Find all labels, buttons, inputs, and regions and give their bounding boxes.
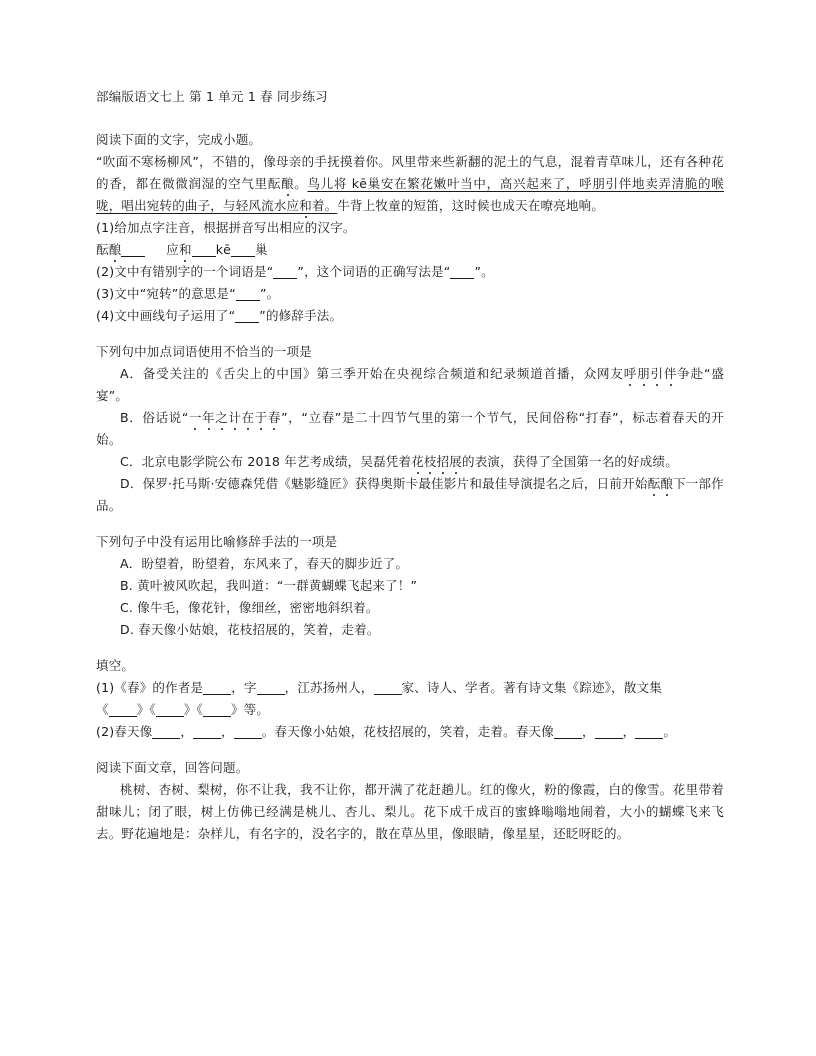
question-1-sub-1: (1)给加点字注音，根据拼音写出相应的汉字。	[96, 220, 356, 235]
question-3-option-c: C. 像牛毛，像花针，像细丝，密密地斜织着。	[120, 600, 379, 615]
answer-blank[interactable]	[273, 264, 297, 279]
answer-blank[interactable]	[203, 680, 231, 695]
question-1	[96, 129, 724, 327]
answer-blank[interactable]	[192, 242, 216, 257]
dotted-char: 在	[241, 410, 255, 425]
answer-blank[interactable]	[595, 724, 623, 739]
question-5	[96, 757, 724, 845]
dotted-char: 年	[202, 410, 216, 425]
answer-blank[interactable]	[635, 724, 663, 739]
answer-blank[interactable]	[554, 724, 582, 739]
dotted-char: 花	[411, 454, 424, 469]
dotted-char: 和	[299, 198, 312, 213]
answer-blank[interactable]	[121, 242, 145, 257]
question-1-intro: 阅读下面的文字，完成小题。	[96, 132, 262, 147]
question-3-stem: 下列句子中没有运用比喻修辞手法的一项是	[96, 534, 338, 549]
question-1-sub-2: (2)文中有错别字的一个词语是“ ”，这个词语的正确写法是“ ”。	[96, 264, 494, 279]
dotted-char: 春	[267, 410, 282, 425]
dotted-char: 引	[650, 366, 664, 381]
question-2	[96, 341, 724, 517]
question-4-sub-1: (1)《春》的作者是 ，字 ，江苏扬州人， 家、诗人、学者。著有诗文集《踪迹》，散文集	[96, 680, 662, 695]
question-1-sub-1-blanks: 酝酿 应和 kē 巢	[96, 242, 268, 257]
dotted-char: 酿	[660, 476, 674, 491]
question-2-option-d: D．保罗·托马斯·安德森凭借《魅影缝匠》获得奥斯卡最佳影片和最佳导演提名之后，日前开始酝酿下一部作品。	[96, 476, 724, 513]
question-2-option-a: A．备受关注的《舌尖上的中国》第三季开始在央视综合频道和纪录频道首播，众网友呼朋引伴争赴“盛宴”。	[96, 366, 725, 403]
dotted-char: 枝	[423, 454, 437, 469]
question-4-sub-2: (2)春天像 ， ， 。春天像小姑娘，花枝招展的，笑着，走着。春天像 ， ， 。	[96, 724, 677, 739]
answer-blank[interactable]	[152, 724, 180, 739]
question-1-sub-4: (4)文中画线句子运用了“ ”的修辞手法。	[96, 308, 343, 323]
dotted-char: 于	[254, 410, 268, 425]
question-2-option-c: C．北京电影学院公布 2018 年艺考成绩，吴磊凭着花枝招展的表演，获得了全国第一名的好成绩。	[120, 454, 678, 469]
dotted-char: 酝	[647, 476, 661, 491]
question-3	[96, 531, 724, 641]
question-3-option-a: A．盼望着，盼望着，东风来了，春天的脚步近了。	[120, 556, 409, 571]
worksheet-page	[96, 86, 724, 845]
answer-blank[interactable]	[450, 264, 474, 279]
question-4-stem: 填空。	[96, 658, 135, 673]
dotted-char: 招	[436, 454, 450, 469]
dotted-char: 之	[215, 410, 229, 425]
answer-blank[interactable]	[156, 702, 184, 717]
dotted-char: 伴	[663, 366, 678, 381]
question-5-stem: 阅读下面文章，回答问题。	[96, 760, 249, 775]
dotted-char: 一	[188, 410, 203, 425]
question-2-stem: 下列句中加点词语使用不恰当的一项是	[96, 344, 312, 359]
answer-blank[interactable]	[257, 680, 285, 695]
answer-blank[interactable]	[235, 308, 259, 323]
answer-blank[interactable]	[203, 702, 231, 717]
dotted-char: 朋	[637, 366, 651, 381]
answer-blank[interactable]	[236, 286, 260, 301]
question-4-sub-1-cont: 《 》《 》《 》等。	[96, 702, 270, 717]
answer-blank[interactable]	[234, 724, 262, 739]
dotted-char: 呼	[623, 366, 638, 381]
question-2-option-b: B．俗话说“一年之计在于春”，“立春”是二十四节气里的第一个节气，民间俗称“打春”，标志着春天的开始。	[96, 410, 724, 447]
question-1-sub-3: (3)文中“宛转”的意思是“ ”。	[96, 286, 280, 301]
dotted-word	[189, 410, 282, 425]
dotted-char: 酿	[281, 176, 295, 191]
answer-blank[interactable]	[109, 702, 137, 717]
answer-blank[interactable]	[231, 242, 255, 257]
dotted-char: 计	[228, 410, 242, 425]
question-3-option-b: B. 黄叶被风吹起，我叫道：“一群黄蝴蝶飞起来了！”	[120, 578, 418, 593]
question-4	[96, 655, 724, 743]
underlined-sentence: 鸟儿将 kē巢安在繁花嫩叶当中，高兴起来了，呼朋引伴地卖弄清脆的喉咙，唱出宛转的曲子，与轻风流水应和着。	[96, 176, 724, 213]
dotted-word	[624, 366, 678, 381]
dotted-word	[648, 476, 673, 491]
dotted-word	[411, 454, 462, 469]
answer-blank[interactable]	[374, 680, 402, 695]
question-3-option-d: D. 春天像小姑娘，花枝招展的，笑着，走着。	[120, 622, 380, 637]
answer-blank[interactable]	[193, 724, 221, 739]
worksheet-title: 部编版语文七上 第 1 单元 1 春 同步练习	[96, 89, 328, 104]
dotted-char: 展	[449, 454, 462, 469]
question-5-passage: 桃树、杏树、梨树，你不让我，我不让你，都开满了花赶趟儿。红的像火，粉的像霞，白的像雪。花里带着甜味儿；闭了眼，树上仿佛已经满是桃儿、杏儿、梨儿。花下成千成百的蜜蜂嗡嗡地闹着，大小的蝴蝶飞来飞去。野花遍地是：杂样儿，有名字的，没名字的，散在草丛里，像眼睛，像星星，还眨呀眨的。	[96, 782, 724, 841]
question-1-passage: “吹面不寒杨柳风”，不错的，像母亲的手抚摸着你。风里带来些新翻的泥土的气息，混着青草味儿，还有各种花的香，都在微微润湿的空气里酝酿。鸟儿将 kē巢安在繁花嫩叶当中，高兴起来了，呼朋引伴地卖弄清脆的喉咙，唱出宛转的曲子，与轻风流水应和着。牛背上牧童的短笛，这时候也成天在嘹亮地响。	[96, 154, 724, 213]
